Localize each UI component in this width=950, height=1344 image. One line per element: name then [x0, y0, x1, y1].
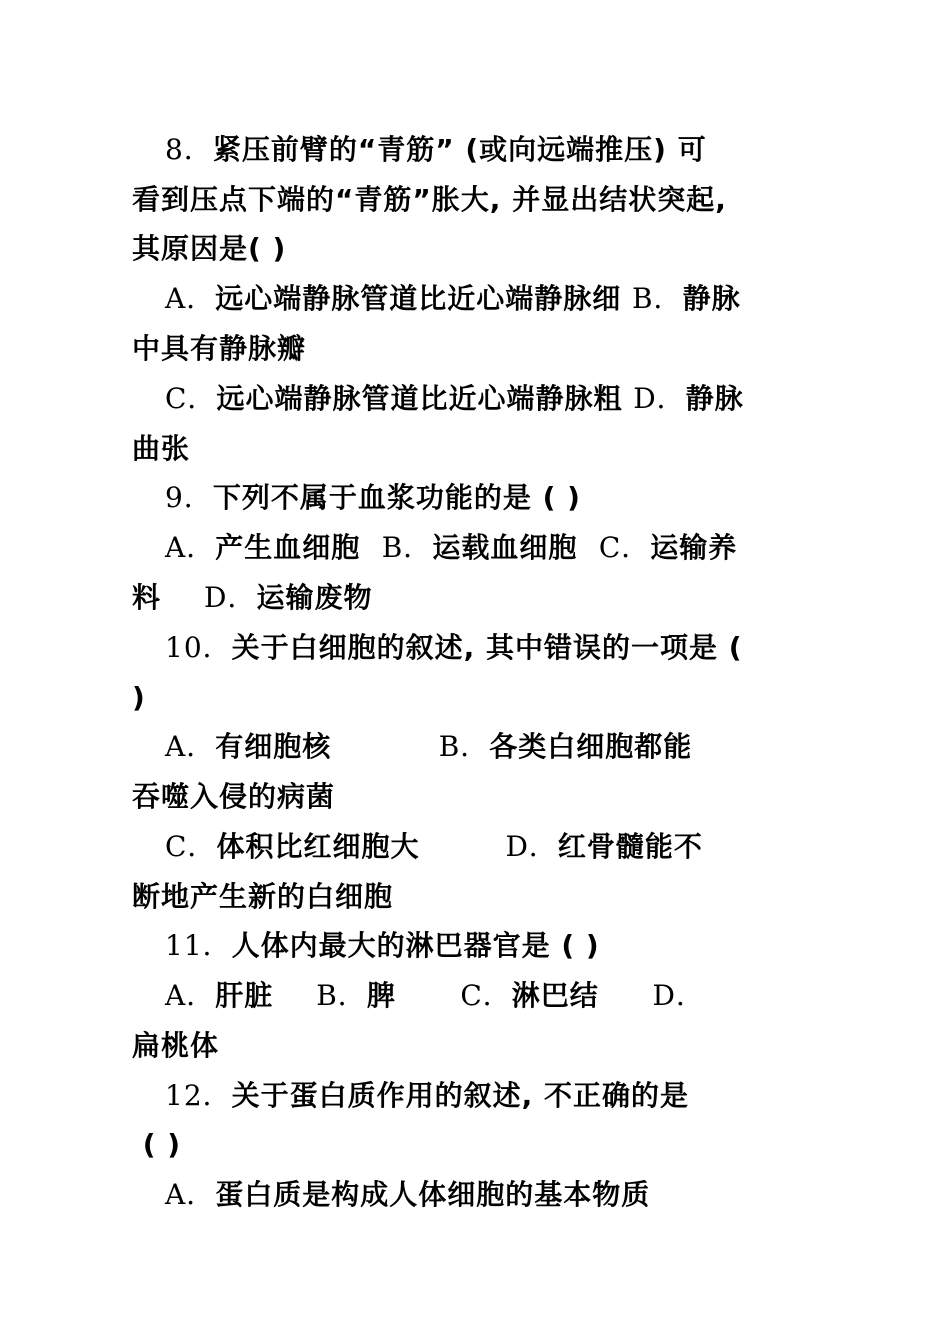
text-segment: 紧压前臂的“青筋” (或向远端推压) 可 — [212, 133, 707, 166]
text-line — [165, 829, 703, 865]
text-line — [132, 1127, 181, 1163]
text-line — [165, 630, 743, 666]
text-segment: 曲张 — [132, 432, 191, 465]
text-line — [165, 281, 741, 317]
text-segment: 关于白细胞的叙述, 其中错误的一项是 ( — [231, 631, 743, 664]
text-line — [132, 331, 306, 367]
option-label: D． — [652, 979, 705, 1012]
text-segment: 运输废物 — [256, 581, 373, 614]
text-segment: 有细胞核 — [215, 730, 439, 763]
text-segment: ) — [132, 681, 146, 714]
text-line — [165, 132, 707, 168]
text-segment: 远心端静脉管道比近心端静脉粗 — [216, 382, 634, 415]
text-segment: 蛋白质是构成人体细胞的基本物质 — [215, 1178, 651, 1211]
text-segment: ( ) — [132, 1128, 182, 1161]
text-line — [132, 680, 146, 716]
text-segment: 静脉 — [685, 382, 744, 415]
option-label: C． — [165, 830, 217, 863]
question-number: 8． — [165, 133, 213, 166]
option-label: D． — [633, 382, 686, 415]
text-line — [165, 978, 705, 1014]
text-line — [165, 1177, 650, 1213]
question-number: 9． — [165, 481, 213, 514]
text-segment: 看到压点下端的“青筋”胀大, 并显出结状突起, — [132, 183, 727, 216]
text-line — [132, 879, 393, 915]
text-line — [132, 231, 286, 267]
text-segment: 扁桃体 — [132, 1029, 220, 1062]
text-segment: 体积比红细胞大 — [216, 830, 506, 863]
text-line — [165, 928, 600, 964]
option-label: A． — [165, 979, 216, 1012]
option-label: B． — [438, 730, 490, 763]
option-label: C． — [165, 382, 217, 415]
text-segment: 下列不属于血浆功能的是 ( ) — [212, 481, 581, 514]
text-segment: 其原因是( ) — [132, 232, 287, 265]
text-segment: 关于蛋白质作用的叙述, 不正确的是 — [231, 1079, 690, 1112]
option-label: B． — [316, 979, 367, 1012]
text-line — [165, 480, 581, 516]
text-line — [132, 182, 727, 218]
text-segment: 料 — [132, 581, 204, 614]
text-segment: 淋巴结 — [511, 979, 653, 1012]
text-segment: 吞噬入侵的病菌 — [132, 780, 336, 813]
option-label: A． — [165, 730, 216, 763]
option-label: A． — [165, 282, 216, 315]
text-segment: 脾 — [366, 979, 461, 1012]
text-segment: 肝脏 — [215, 979, 317, 1012]
option-label: C． — [460, 979, 512, 1012]
text-line — [132, 431, 190, 467]
option-label: B． — [381, 531, 433, 564]
text-segment: 各类白细胞都能 — [489, 730, 693, 763]
text-line — [132, 580, 372, 616]
option-label: B． — [631, 282, 683, 315]
text-segment: 红骨髓能不 — [557, 830, 703, 863]
text-line — [165, 729, 692, 765]
text-segment: 人体内最大的淋巴器官是 ( ) — [231, 929, 600, 962]
text-segment: 远心端静脉管道比近心端静脉细 — [215, 282, 632, 315]
text-line — [132, 1028, 219, 1064]
question-number: 10． — [165, 631, 232, 664]
text-line — [165, 1078, 689, 1114]
text-segment: 静脉 — [682, 282, 741, 315]
text-segment: 断地产生新的白细胞 — [132, 880, 394, 913]
text-segment: 中具有静脉瓣 — [132, 332, 307, 365]
text-segment: 运载血细胞 — [432, 531, 599, 564]
option-label: A． — [165, 531, 216, 564]
text-line — [165, 381, 744, 417]
text-segment: 产生血细胞 — [215, 531, 382, 564]
text-line — [132, 779, 335, 815]
text-line — [165, 530, 737, 566]
question-number: 12． — [165, 1079, 232, 1112]
option-label: D． — [204, 581, 257, 614]
option-label: C． — [598, 531, 651, 564]
option-label: A． — [165, 1178, 216, 1211]
text-segment: 运输养 — [650, 531, 738, 564]
option-label: D． — [505, 830, 558, 863]
question-number: 11． — [165, 929, 232, 962]
